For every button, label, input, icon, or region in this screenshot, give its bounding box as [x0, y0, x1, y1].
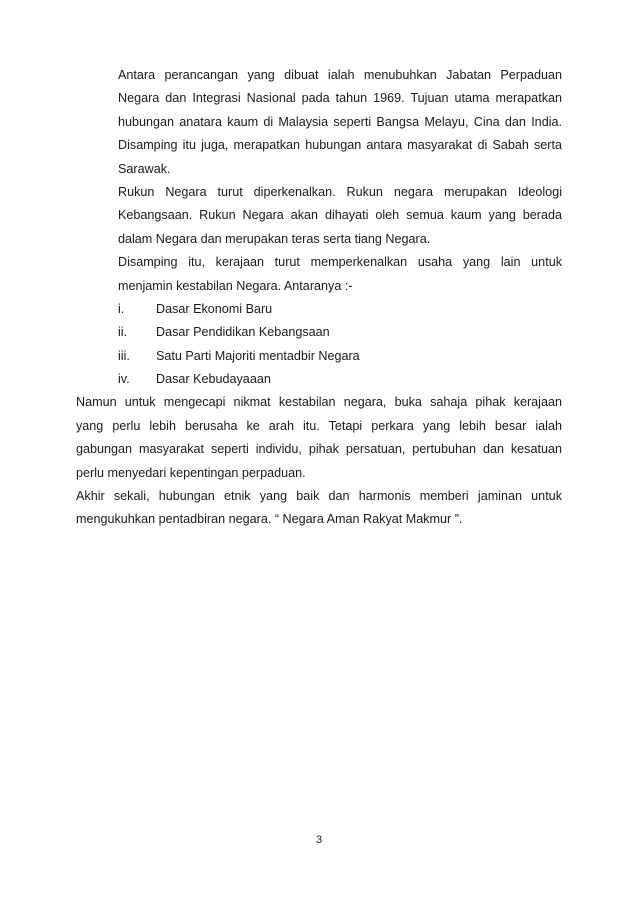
list-item-text: Dasar Pendidikan Kebangsaan — [156, 325, 330, 340]
list-item-number: iv. — [118, 372, 130, 387]
paragraph-5-line-1: Akhir sekali, hubungan etnik yang baik dan harmonis memberi jaminan untuk — [76, 489, 562, 504]
paragraph-1-line-2: Negara dan Integrasi Nasional pada tahun 1969. Tujuan utama merapatkan — [118, 91, 562, 106]
paragraph-2-line-2: Kebangsaan. Rukun Negara akan dihayati oleh semua kaum yang berada — [118, 208, 562, 223]
paragraph-1-line-5: Sarawak. — [118, 161, 171, 176]
paragraph-1-line-3: hubungan anatara kaum di Malaysia seperti Bangsa Melayu, Cina dan India. — [118, 114, 562, 129]
list-item-number: i. — [118, 301, 125, 316]
paragraph-1-line-1: Antara perancangan yang dibuat ialah menubuhkan Jabatan Perpaduan — [118, 68, 562, 82]
body-text — [76, 64, 562, 532]
list-item-number: ii. — [118, 325, 128, 340]
page-number: 3 — [315, 834, 323, 846]
paragraph-3-line-2: menjamin kestabilan Negara. Antaranya :- — [118, 278, 353, 293]
paragraph-4-line-1: Namun untuk mengecapi nikmat kestabilan negara, buka sahaja pihak kerajaan — [76, 395, 562, 410]
list-item — [76, 368, 562, 391]
paragraph-2-line-3: dalam Negara dan merupakan teras serta tiang Negara. — [118, 231, 431, 246]
list-item — [76, 321, 562, 344]
paragraph-1-line-4: Disamping itu juga, merapatkan hubungan antara masyarakat di Sabah serta — [118, 138, 562, 153]
paragraph-5-line-2: mengukuhkan pentadbiran negara. “ Negara Aman Rakyat Makmur ”. — [76, 512, 463, 527]
list-item-text: Dasar Kebudayaaan — [156, 372, 271, 387]
list-item — [76, 345, 562, 368]
list-item-number: iii. — [118, 348, 130, 363]
paragraph-4-line-2: yang perlu lebih berusaha ke arah itu. Tetapi perkara yang lebih besar ialah — [76, 418, 562, 433]
list-item-text: Satu Parti Majoriti mentadbir Negara — [156, 348, 360, 363]
list-item — [76, 298, 562, 321]
paragraph-3-line-1: Disamping itu, kerajaan turut memperkenalkan usaha yang lain untuk — [118, 255, 562, 270]
paragraph-2-line-1: Rukun Negara turut diperkenalkan. Rukun negara merupakan Ideologi — [118, 184, 562, 199]
paragraph-4-line-3: gabungan masyarakat seperti individu, pihak persatuan, pertubuhan dan kesatuan — [76, 442, 562, 457]
list-item-text: Dasar Ekonomi Baru — [156, 301, 273, 316]
paragraph-4-line-4: perlu menyedari kepentingan perpaduan. — [76, 465, 306, 480]
